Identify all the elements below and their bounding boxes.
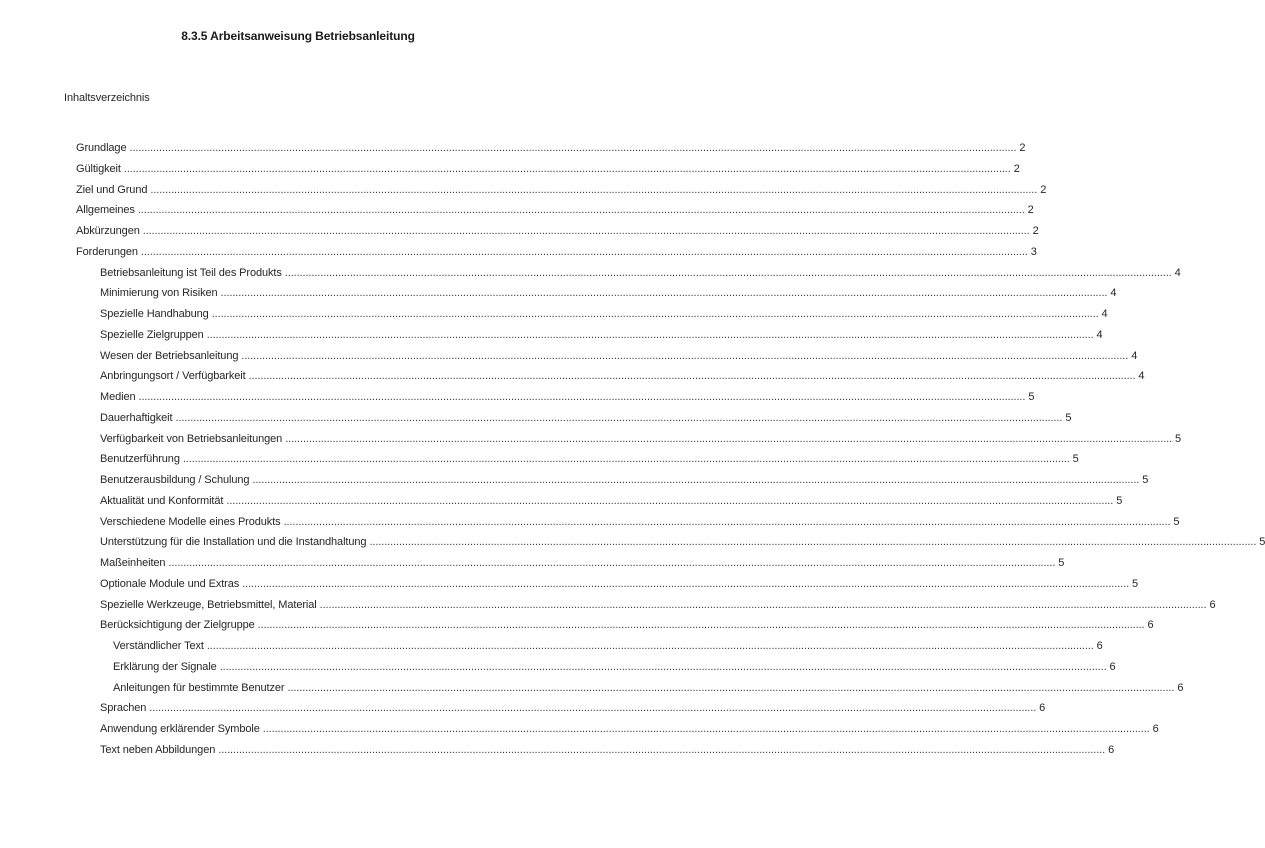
toc-entry-page: 5 — [1065, 411, 1072, 424]
toc-entry[interactable] — [63, 346, 1138, 367]
toc-entry-label: Medien — [100, 391, 136, 403]
toc-entry[interactable] — [63, 429, 1182, 450]
toc-entry[interactable] — [63, 470, 1149, 491]
toc-leader-dots: ............................................................................................................................................................................................................................................................................................................ — [150, 183, 1038, 196]
toc-entry[interactable] — [63, 740, 1115, 761]
toc-entry-page: 4 — [1096, 328, 1103, 341]
toc-entry-page: 5 — [1058, 557, 1065, 569]
toc-leader-dots: ............................................................................................................................................................................................................................................................................................................ — [218, 743, 1106, 756]
toc-entry-page: 2 — [1032, 225, 1039, 237]
toc-leader-dots: ............................................................................................................................................................................................................................................................................................................ — [241, 349, 1129, 362]
toc-entry[interactable] — [63, 221, 1039, 242]
toc-leader-dots: ............................................................................................................................................................................................................................................................................................................ — [257, 619, 1145, 632]
toc-entry-label: Minimierung von Risiken — [100, 287, 218, 300]
toc-entry[interactable] — [63, 512, 1180, 533]
toc-entry-label: Aktualität und Konformität — [100, 494, 224, 507]
toc-entry-page: 6 — [1108, 743, 1115, 756]
toc-entry-page: 3 — [1030, 245, 1037, 258]
toc-entry[interactable] — [63, 263, 1181, 284]
toc-entry[interactable] — [63, 138, 1026, 159]
toc-entry-label: Berücksichtigung der Zielgruppe — [100, 619, 255, 632]
toc-entry-page: 2 — [1013, 162, 1020, 175]
toc-entry-label: Spezielle Werkzeuge, Betriebsmittel, Material — [100, 598, 317, 611]
toc-entry-label: Verständlicher Text — [113, 640, 204, 652]
toc-entry-page: 5 — [1132, 577, 1139, 590]
toc-entry-page: 4 — [1101, 308, 1108, 320]
toc-entry-label: Dauerhaftigkeit — [100, 411, 173, 424]
toc-entry[interactable] — [63, 242, 1037, 263]
toc-entry-label: Unterstützung für die Installation und die Instandhaltung — [100, 536, 367, 549]
toc-entry-page: 2 — [1019, 142, 1026, 154]
toc-entry-page: 6 — [1039, 702, 1046, 715]
toc-leader-dots: ............................................................................................................................................................................................................................................................................................................ — [252, 474, 1140, 486]
toc-leader-dots: ............................................................................................................................................................................................................................................................................................................ — [226, 494, 1114, 507]
toc-entry-page: 6 — [1147, 619, 1154, 632]
toc-entry-label: Abkürzungen — [76, 225, 140, 237]
toc-entry-label: Sprachen — [100, 702, 147, 715]
toc-leader-dots: ............................................................................................................................................................................................................................................................................................................ — [168, 557, 1056, 569]
toc-entry-label: Text neben Abbildungen — [100, 743, 216, 756]
toc-entry[interactable] — [63, 574, 1139, 595]
toc-leader-dots: ............................................................................................................................................................................................................................................................................................................ — [284, 266, 1172, 279]
toc-leader-dots: ............................................................................................................................................................................................................................................................................................................ — [140, 245, 1028, 258]
toc-entry[interactable] — [63, 283, 1117, 304]
toc-entry-label: Grundlage — [76, 142, 127, 154]
toc-leader-dots: ............................................................................................................................................................................................................................................................................................................ — [262, 723, 1150, 735]
toc-leader-dots: ............................................................................................................................................................................................................................................................................................................ — [142, 225, 1030, 237]
toc-leader-dots: ............................................................................................................................................................................................................................................................................................................ — [123, 162, 1011, 175]
toc-entry-page: 6 — [1109, 660, 1116, 673]
toc-entry[interactable] — [63, 366, 1145, 387]
toc-leader-dots: ............................................................................................................................................................................................................................................................................................................ — [149, 702, 1037, 715]
toc-entry[interactable] — [63, 615, 1154, 636]
toc-leader-dots: ............................................................................................................................................................................................................................................................................................................ — [206, 640, 1094, 652]
toc-entry[interactable] — [63, 491, 1123, 512]
toc-leader-dots: ............................................................................................................................................................................................................................................................................................................ — [287, 681, 1175, 694]
toc-leader-dots: ............................................................................................................................................................................................................................................................................................................ — [137, 204, 1025, 217]
toc-entry-page: 5 — [1259, 536, 1265, 549]
toc-entry[interactable] — [63, 159, 1020, 180]
toc-leader-dots: ............................................................................................................................................................................................................................................................................................................ — [211, 308, 1099, 320]
toc-entry[interactable] — [63, 532, 1265, 553]
toc-entry-page: 5 — [1072, 453, 1079, 466]
toc-entry-page: 5 — [1175, 432, 1182, 445]
toc-leader-dots: ............................................................................................................................................................................................................................................................................................................ — [219, 660, 1107, 673]
toc-entry-page: 4 — [1138, 370, 1145, 383]
toc-entry-label: Betriebsanleitung ist Teil des Produkts — [100, 266, 282, 279]
toc-leader-dots: ............................................................................................................................................................................................................................................................................................................ — [129, 142, 1017, 154]
toc-entry-label: Benutzerführung — [100, 453, 180, 466]
toc-leader-dots: ............................................................................................................................................................................................................................................................................................................ — [283, 515, 1171, 528]
toc-entry-label: Gültigkeit — [76, 162, 121, 175]
toc-entry-label: Optionale Module und Extras — [100, 577, 240, 590]
toc-leader-dots: ............................................................................................................................................................................................................................................................................................................ — [319, 598, 1207, 611]
toc-entry-label: Erklärung der Signale — [113, 660, 217, 673]
toc-entry-page: 4 — [1174, 266, 1181, 279]
toc-entry-page: 5 — [1173, 515, 1180, 528]
toc-entry[interactable] — [63, 678, 1184, 699]
toc-leader-dots: ............................................................................................................................................................................................................................................................................................................ — [182, 453, 1070, 466]
toc-entry[interactable] — [63, 636, 1103, 657]
toc-entry[interactable] — [63, 304, 1108, 325]
toc-entry-page: 4 — [1110, 287, 1117, 300]
toc-entry[interactable] — [63, 595, 1216, 616]
toc-entry-page: 6 — [1209, 598, 1216, 611]
toc-entry-page: 4 — [1131, 349, 1138, 362]
toc-entry-label: Allgemeines — [76, 204, 135, 217]
toc-leader-dots: ............................................................................................................................................................................................................................................................................................................ — [369, 536, 1257, 549]
toc-leader-dots: ............................................................................................................................................................................................................................................................................................................ — [242, 577, 1130, 590]
toc-entry-label: Forderungen — [76, 245, 138, 258]
toc-entry[interactable] — [63, 449, 1079, 470]
toc-leader-dots: ............................................................................................................................................................................................................................................................................................................ — [175, 411, 1063, 424]
toc-entry-label: Benutzerausbildung / Schulung — [100, 474, 250, 486]
toc-entry-page: 2 — [1027, 204, 1034, 217]
toc-entry[interactable] — [63, 553, 1065, 574]
toc-entry-label: Maßeinheiten — [100, 557, 166, 569]
toc-entry-label: Verfügbarkeit von Betriebsanleitungen — [100, 432, 283, 445]
toc-entry[interactable] — [63, 387, 1035, 408]
toc-entry[interactable] — [63, 408, 1072, 429]
toc-entry[interactable] — [63, 180, 1047, 201]
toc-leader-dots: ............................................................................................................................................................................................................................................................................................................ — [248, 370, 1136, 383]
toc-entry[interactable] — [63, 200, 1034, 221]
toc-entry[interactable] — [63, 325, 1103, 346]
toc-entry[interactable] — [63, 719, 1159, 740]
toc-entry-label: Anwendung erklärender Symbole — [100, 723, 260, 735]
toc-leader-dots: ............................................................................................................................................................................................................................................................................................................ — [138, 391, 1026, 403]
toc-leader-dots: ............................................................................................................................................................................................................................................................................................................ — [220, 287, 1108, 300]
toc-entry-page: 6 — [1177, 681, 1184, 694]
toc-entry-page: 2 — [1040, 183, 1047, 196]
toc-list — [63, 138, 1265, 761]
toc-entry[interactable] — [63, 698, 1046, 719]
toc-entry-label: Anbringungsort / Verfügbarkeit — [100, 370, 246, 383]
toc-leader-dots: ............................................................................................................................................................................................................................................................................................................ — [206, 328, 1094, 341]
toc-entry-label: Spezielle Zielgruppen — [100, 328, 204, 341]
toc-entry-label: Anleitungen für bestimmte Benutzer — [113, 681, 285, 694]
toc-entry-page: 6 — [1152, 723, 1159, 735]
toc-entry-page: 5 — [1028, 391, 1035, 403]
toc-entry-page: 5 — [1142, 474, 1149, 486]
toc-entry-label: Ziel und Grund — [76, 183, 148, 196]
toc-entry-page: 6 — [1096, 640, 1103, 652]
toc-entry-label: Wesen der Betriebsanleitung — [100, 349, 239, 362]
toc-leader-dots: ............................................................................................................................................................................................................................................................................................................ — [285, 432, 1173, 445]
toc-entry-label: Verschiedene Modelle eines Produkts — [100, 515, 281, 528]
document-title: 8.3.5 Arbeitsanweisung Betriebsanleitung — [181, 29, 415, 43]
toc-entry[interactable] — [63, 657, 1116, 678]
toc-entry-page: 5 — [1116, 494, 1123, 507]
toc-heading: Inhaltsverzeichnis — [64, 92, 150, 104]
toc-entry-label: Spezielle Handhabung — [100, 308, 209, 320]
